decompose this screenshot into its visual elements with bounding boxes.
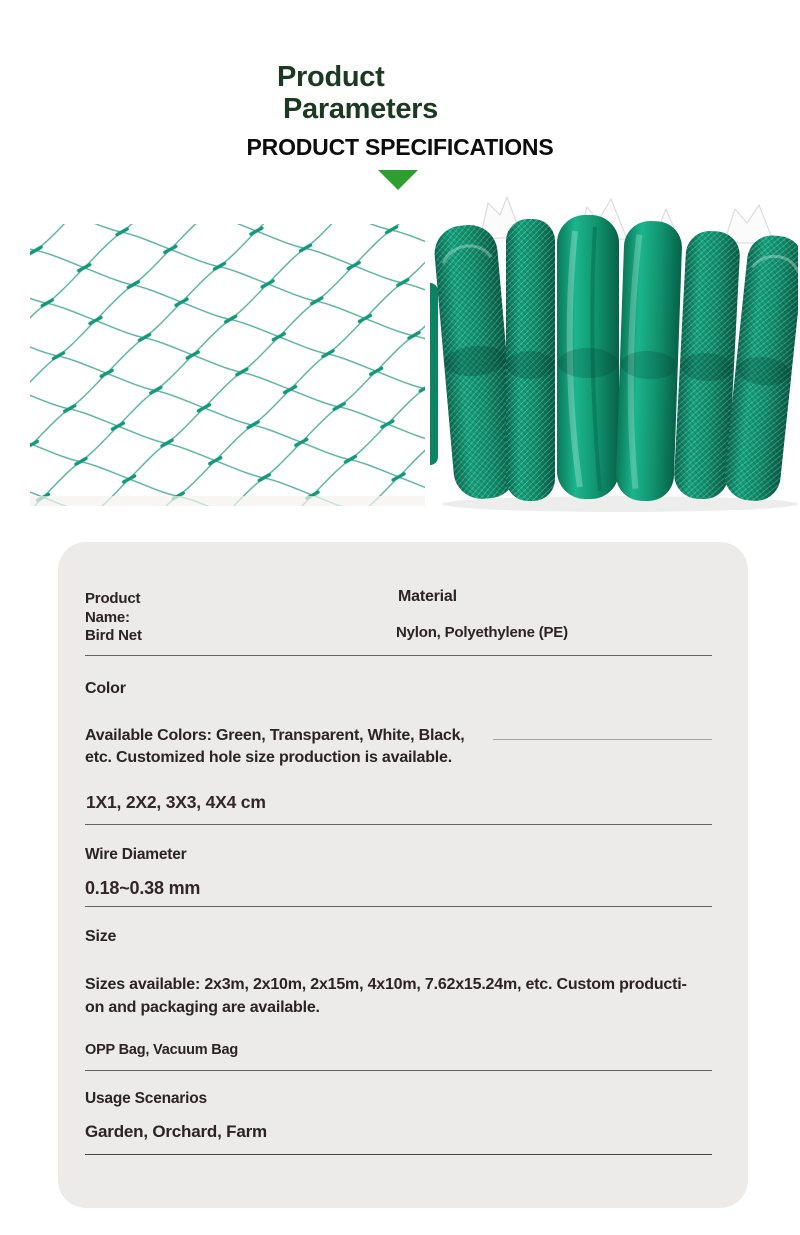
divider-partial bbox=[493, 739, 712, 740]
bundles-photo-svg bbox=[430, 195, 798, 515]
divider bbox=[85, 906, 712, 907]
divider bbox=[85, 1154, 712, 1155]
color-value-line1: Available Colors: Green, Transparent, White, Black, bbox=[85, 727, 465, 744]
divider bbox=[85, 824, 712, 825]
product-name-label: Product Name: bbox=[85, 590, 141, 626]
color-value bbox=[85, 725, 465, 769]
packaging-value: OPP Bag, Vacuum Bag bbox=[85, 1042, 239, 1058]
usage-scenarios-value: Garden, Orchard, Farm bbox=[85, 1122, 267, 1141]
size-label: Size bbox=[85, 928, 117, 945]
mesh-photo-svg bbox=[30, 224, 425, 506]
size-value-line2: on and packaging are available. bbox=[85, 998, 320, 1016]
usage-scenarios-label: Usage Scenarios bbox=[85, 1090, 207, 1107]
color-label: Color bbox=[85, 680, 126, 697]
wire-diameter-value: 0.18~0.38 mm bbox=[85, 878, 201, 898]
bundles-photo bbox=[430, 195, 798, 515]
down-triangle-icon bbox=[378, 170, 418, 190]
section-title-line1: Product bbox=[277, 61, 385, 93]
size-value-line1: Sizes available: 2x3m, 2x10m, 2x15m, 4x10m, 7.62x15.24m, etc. Custom producti- bbox=[85, 976, 687, 993]
size-value bbox=[85, 974, 687, 1019]
product-name-value: Bird Net bbox=[85, 627, 142, 644]
mesh-photo bbox=[30, 224, 425, 506]
material-label: Material bbox=[398, 588, 457, 605]
spec-card bbox=[58, 542, 748, 1208]
hole-size-value: 1X1, 2X2, 3X3, 4X4 cm bbox=[86, 792, 266, 812]
section-title bbox=[277, 61, 438, 125]
section-subtitle: PRODUCT SPECIFICATIONS bbox=[246, 134, 554, 160]
color-value-line2: etc. Customized hole size production is available. bbox=[85, 749, 452, 766]
divider bbox=[85, 655, 712, 656]
divider bbox=[85, 1070, 712, 1071]
wire-diameter-label: Wire Diameter bbox=[85, 846, 187, 863]
material-value: Nylon, Polyethylene (PE) bbox=[396, 624, 568, 641]
section-title-line2: Parameters bbox=[283, 93, 438, 125]
